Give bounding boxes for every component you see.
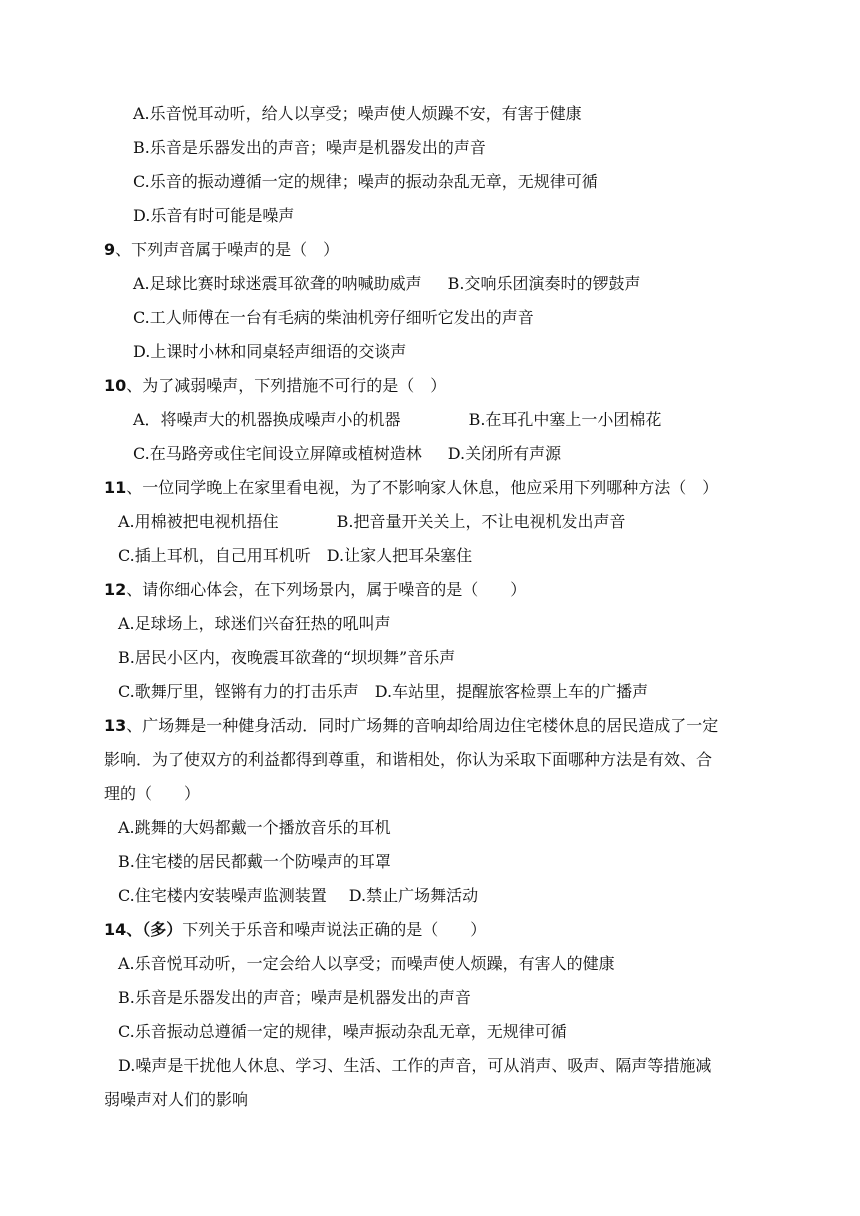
q13-text-3: 理的（ ） [104,784,201,803]
q11-option-a: A.用棉被把电视机捂住 [118,512,279,531]
q12-options-row3 [118,682,648,702]
q9-stem [104,240,339,260]
q13-option-b: B.住宅楼的居民都戴一个防噪声的耳罩 [118,852,391,871]
q9-option-b: B.交响乐团演奏时的锣鼓声 [447,274,641,293]
q9-options-row1 [133,274,641,294]
q8-option-b: B.乐音是乐器发出的声音；噪声是机器发出的声音 [133,138,486,157]
q9-option-c: C.工人师傅在一台有毛病的柴油机旁仔细听它发出的声音 [133,308,534,327]
q13-text-2: 影响．为了使双方的利益都得到尊重，和谐相处，你认为采取下面哪种方法是有效、合 [104,750,713,769]
q14-option-d-line2: 弱噪声对人们的影响 [104,1090,249,1109]
q10-options-row2 [133,444,561,464]
q11-options-row1 [118,512,626,532]
q10-option-a: A．将噪声大的机器换成噪声小的机器 [133,410,401,429]
q10-option-d: D.关闭所有声源 [447,444,562,463]
q12-option-c: C.歌舞厅里，铿锵有力的打击乐声 [118,682,359,701]
q11-stem [104,478,718,498]
q9-text: 、下列声音属于噪声的是（ ） [115,240,340,259]
q13-options-row3 [118,886,478,906]
q10-options-row1 [133,410,661,430]
q12-option-d: D.车站里，提醒旅客检票上车的广播声 [374,682,649,701]
q9-option-a: A.足球比赛时球迷震耳欲聋的呐喊助威声 [133,274,422,293]
q11-option-d: D.让家人把耳朵塞住 [326,546,473,565]
q14-option-c: C.乐音振动总遵循一定的规律，噪声振动杂乱无章，无规律可循 [118,1022,567,1041]
q14-option-b: B.乐音是乐器发出的声音；噪声是机器发出的声音 [118,988,471,1007]
q12-text: 、请你细心体会，在下列场景内，属于噪音的是（ ） [126,580,527,599]
q13-option-d: D.禁止广场舞活动 [348,886,479,905]
q13-text-1: 、广场舞是一种健身活动．同时广场舞的音响却给周边住宅楼休息的居民造成了一定 [126,716,719,735]
q12-option-b: B.居民小区内，夜晚震耳欲聋的“坝坝舞”音乐声 [118,648,456,667]
q8-option-a: A.乐音悦耳动听，给人以享受；噪声使人烦躁不安，有害于健康 [133,104,582,123]
q14-option-d-line1: D.噪声是干扰他人休息、学习、生活、工作的声音，可从消声、吸声、隔声等措施减 [118,1056,712,1075]
q10-option-c: C.在马路旁或住宅间设立屏障或植树造林 [133,444,422,463]
q12-stem [104,580,526,600]
q8-option-d: D.乐音有时可能是噪声 [133,206,295,225]
q14-number: 14 [104,920,127,939]
q14-option-a: A.乐音悦耳动听，一定会给人以享受；而噪声使人烦躁，有害人的健康 [118,954,615,973]
q13-number: 13 [104,716,127,735]
q11-number: 11 [104,478,127,497]
q11-options-row2 [118,546,472,566]
q10-number: 10 [104,376,127,395]
q13-stem-line1 [104,716,718,736]
q11-option-b: B.把音量开关关上，不让电视机发出声音 [336,512,626,531]
q14-multi-tag: 、（多） [126,920,183,939]
q13-option-a: A.跳舞的大妈都戴一个播放音乐的耳机 [118,818,391,837]
q10-text: 、为了减弱噪声，下列措施不可行的是（ ） [126,376,447,395]
q11-text: 、一位同学晚上在家里看电视，为了不影响家人休息，他应采用下列哪种方法（ ） [126,478,719,497]
q10-option-b: B.在耳孔中塞上一小团棉花 [468,410,662,429]
q8-option-c: C.乐音的振动遵循一定的规律；噪声的振动杂乱无章，无规律可循 [133,172,598,191]
q11-option-c: C.插上耳机，自己用耳机听 [118,546,311,565]
q12-number: 12 [104,580,127,599]
q9-option-d: D.上课时小林和同桌轻声细语的交谈声 [133,342,407,361]
q10-stem [104,376,446,396]
q13-option-c: C.住宅楼内安装噪声监测装置 [118,886,327,905]
q12-option-a: A.足球场上，球迷们兴奋狂热的吼叫声 [118,614,391,633]
q9-number: 9 [104,240,116,259]
q14-stem [104,920,486,940]
q14-text: 下列关于乐音和噪声说法正确的是（ ） [182,920,487,939]
